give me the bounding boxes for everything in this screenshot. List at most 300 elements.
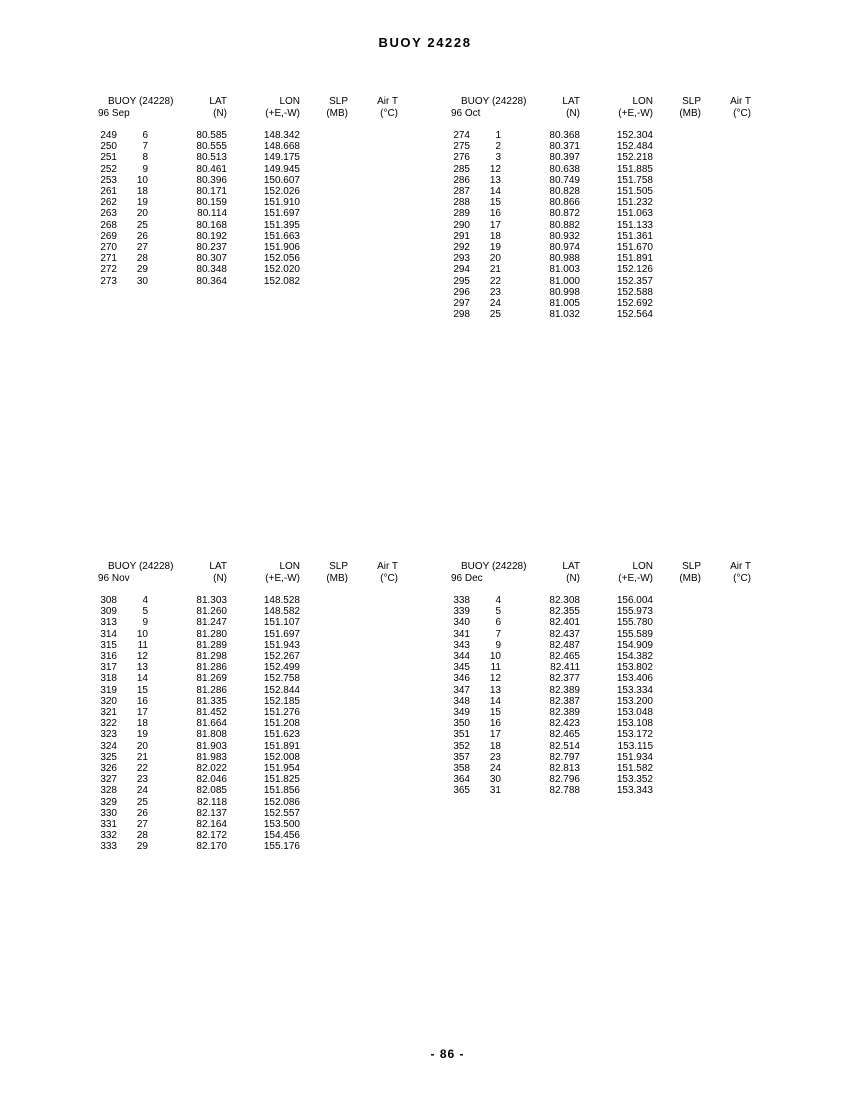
lat-cell: 80.638	[549, 163, 580, 175]
slp-cell	[655, 309, 703, 320]
col-unit-lon: (+E,-W)	[265, 108, 300, 119]
day-cell: 22	[489, 275, 501, 287]
table-body	[448, 595, 760, 797]
slp-cell	[302, 231, 350, 242]
day-cell: 18	[489, 740, 501, 752]
buoy-id-cell: 333	[100, 841, 117, 853]
air-t-cell	[350, 220, 400, 231]
col-header-lon: LON	[632, 96, 653, 107]
col-header-buoy: BUOY (24228)	[461, 561, 527, 572]
lon-cell: 151.954	[263, 763, 300, 775]
table-row	[448, 752, 760, 763]
table-header-row	[448, 96, 760, 108]
air-t-cell	[350, 141, 400, 152]
table-row	[95, 752, 407, 763]
col-unit-slp: (MB)	[326, 573, 348, 584]
buoy-table-96-dec	[448, 561, 760, 797]
buoy-id-cell: 271	[100, 253, 117, 265]
col-header-lon: LON	[632, 561, 653, 572]
day-cell: 18	[489, 230, 501, 242]
lon-cell: 151.063	[616, 208, 653, 220]
lat-cell: 80.307	[196, 253, 227, 265]
air-t-cell	[703, 197, 753, 208]
day-cell: 8	[142, 152, 148, 164]
table-row	[95, 797, 407, 808]
slp-cell	[302, 662, 350, 673]
table-row	[95, 819, 407, 830]
buoy-id-cell: 329	[100, 796, 117, 808]
table-row	[95, 242, 407, 253]
slp-cell	[655, 662, 703, 673]
lon-cell: 151.582	[616, 763, 653, 775]
lat-cell: 81.032	[549, 309, 580, 321]
slp-cell	[655, 231, 703, 242]
air-t-cell	[350, 763, 400, 774]
slp-cell	[302, 130, 350, 141]
col-unit-air-t: (°C)	[380, 108, 398, 119]
day-cell: 1	[495, 130, 501, 141]
lat-cell: 81.280	[196, 628, 227, 640]
col-header-buoy: BUOY (24228)	[108, 561, 174, 572]
buoy-id-cell: 358	[453, 763, 470, 775]
table-row	[448, 264, 760, 275]
lon-cell: 151.885	[616, 163, 653, 175]
buoy-id-cell: 325	[100, 751, 117, 763]
lon-cell: 152.026	[263, 186, 300, 198]
slp-cell	[302, 186, 350, 197]
lat-cell: 80.828	[549, 186, 580, 198]
lon-cell: 151.208	[263, 718, 300, 730]
day-cell: 18	[136, 186, 148, 198]
buoy-id-cell: 290	[453, 219, 470, 231]
table-row	[448, 298, 760, 309]
slp-cell	[302, 774, 350, 785]
air-t-cell	[350, 186, 400, 197]
table-subheader-row	[448, 573, 760, 585]
col-header-air-t: Air T	[377, 96, 398, 107]
table-row	[95, 197, 407, 208]
day-cell: 10	[136, 174, 148, 186]
table-row	[448, 741, 760, 752]
slp-cell	[655, 208, 703, 219]
slp-cell	[302, 797, 350, 808]
lat-cell: 82.085	[196, 785, 227, 797]
lat-cell: 82.387	[549, 695, 580, 707]
lon-cell: 154.909	[616, 639, 653, 651]
slp-cell	[302, 752, 350, 763]
slp-cell	[655, 197, 703, 208]
slp-cell	[655, 696, 703, 707]
table-row	[95, 640, 407, 651]
air-t-cell	[703, 617, 753, 628]
table-row	[448, 673, 760, 684]
air-t-cell	[703, 208, 753, 219]
lat-cell: 80.364	[196, 275, 227, 287]
buoy-id-cell: 330	[100, 807, 117, 819]
col-unit-air-t: (°C)	[733, 108, 751, 119]
air-t-cell	[350, 264, 400, 275]
day-cell: 17	[489, 219, 501, 231]
col-unit-air-t: (°C)	[733, 573, 751, 584]
day-cell: 9	[495, 639, 501, 651]
buoy-id-cell: 252	[100, 163, 117, 175]
buoy-id-cell: 293	[453, 253, 470, 265]
buoy-id-cell: 340	[453, 617, 470, 629]
table-body	[95, 130, 407, 287]
lon-cell: 148.582	[263, 606, 300, 618]
lon-cell: 151.758	[616, 174, 653, 186]
lon-cell: 151.107	[263, 617, 300, 629]
slp-cell	[302, 617, 350, 628]
lon-cell: 152.692	[616, 298, 653, 310]
lon-cell: 151.505	[616, 186, 653, 198]
lat-cell: 80.988	[549, 253, 580, 265]
col-header-slp: SLP	[329, 96, 348, 107]
air-t-cell	[350, 741, 400, 752]
buoy-id-cell: 261	[100, 186, 117, 198]
lat-cell: 82.401	[549, 617, 580, 629]
lat-cell: 82.022	[196, 763, 227, 775]
lat-cell: 82.137	[196, 807, 227, 819]
table-row	[95, 164, 407, 175]
table-row	[95, 208, 407, 219]
table-row	[448, 253, 760, 264]
table-row	[448, 718, 760, 729]
air-t-cell	[703, 673, 753, 684]
day-cell: 19	[136, 197, 148, 209]
slp-cell	[655, 640, 703, 651]
slp-cell	[302, 253, 350, 264]
lon-cell: 154.382	[616, 651, 653, 663]
air-t-cell	[703, 696, 753, 707]
buoy-id-cell: 276	[453, 152, 470, 164]
lat-cell: 81.808	[196, 729, 227, 741]
lat-cell: 80.159	[196, 197, 227, 209]
day-cell: 16	[489, 208, 501, 220]
slp-cell	[302, 175, 350, 186]
day-cell: 22	[136, 763, 148, 775]
table-row	[95, 774, 407, 785]
day-cell: 17	[136, 707, 148, 719]
buoy-id-cell: 348	[453, 695, 470, 707]
air-t-cell	[350, 164, 400, 175]
slp-cell	[302, 741, 350, 752]
slp-cell	[302, 242, 350, 253]
slp-cell	[302, 718, 350, 729]
buoy-id-cell: 272	[100, 264, 117, 276]
day-cell: 15	[489, 197, 501, 209]
day-cell: 25	[136, 796, 148, 808]
slp-cell	[655, 175, 703, 186]
buoy-id-cell: 296	[453, 286, 470, 298]
buoy-id-cell: 324	[100, 740, 117, 752]
lat-cell: 80.461	[196, 163, 227, 175]
table-row	[448, 606, 760, 617]
day-cell: 12	[489, 163, 501, 175]
lon-cell: 152.267	[263, 651, 300, 663]
slp-cell	[302, 264, 350, 275]
table-subheader-row	[448, 108, 760, 120]
air-t-cell	[350, 673, 400, 684]
lon-cell: 151.670	[616, 242, 653, 254]
table-row	[95, 141, 407, 152]
buoy-id-cell: 331	[100, 819, 117, 831]
lon-cell: 150.607	[263, 174, 300, 186]
day-cell: 10	[136, 628, 148, 640]
air-t-cell	[350, 231, 400, 242]
lon-cell: 151.906	[263, 242, 300, 254]
table-header-row	[95, 561, 407, 573]
lon-cell: 151.891	[263, 740, 300, 752]
table-body	[448, 130, 760, 320]
air-t-cell	[703, 606, 753, 617]
lon-cell: 152.484	[616, 141, 653, 153]
slp-cell	[302, 707, 350, 718]
lat-cell: 80.396	[196, 174, 227, 186]
buoy-id-cell: 286	[453, 174, 470, 186]
lat-cell: 82.813	[549, 763, 580, 775]
lat-cell: 82.437	[549, 628, 580, 640]
lon-cell: 151.623	[263, 729, 300, 741]
buoy-id-cell: 344	[453, 651, 470, 663]
table-header-row	[95, 96, 407, 108]
slp-cell	[655, 763, 703, 774]
lon-cell: 151.891	[616, 253, 653, 265]
lon-cell: 151.697	[263, 208, 300, 220]
table-row	[448, 309, 760, 320]
lat-cell: 82.487	[549, 639, 580, 651]
lon-cell: 153.115	[617, 740, 653, 752]
col-unit-slp: (MB)	[679, 573, 701, 584]
day-cell: 19	[489, 242, 501, 254]
slp-cell	[655, 651, 703, 662]
table-row	[448, 685, 760, 696]
air-t-cell	[350, 808, 400, 819]
lat-cell: 82.411	[550, 662, 580, 674]
buoy-id-cell: 285	[453, 163, 470, 175]
air-t-cell	[703, 662, 753, 673]
slp-cell	[655, 673, 703, 684]
table-row	[95, 231, 407, 242]
buoy-id-cell: 275	[453, 141, 470, 153]
day-cell: 9	[142, 163, 148, 175]
buoy-id-cell: 320	[100, 695, 117, 707]
table-row	[448, 130, 760, 141]
col-unit-lat: (N)	[566, 108, 580, 119]
air-t-cell	[350, 617, 400, 628]
col-header-slp: SLP	[682, 561, 701, 572]
day-cell: 23	[489, 751, 501, 763]
slp-cell	[655, 752, 703, 763]
air-t-cell	[350, 175, 400, 186]
table-row	[95, 629, 407, 640]
table-row	[95, 718, 407, 729]
day-cell: 4	[495, 595, 501, 606]
day-cell: 13	[489, 174, 501, 186]
lat-cell: 81.003	[549, 264, 580, 276]
day-cell: 28	[136, 253, 148, 265]
table-row	[95, 685, 407, 696]
table-row	[95, 808, 407, 819]
air-t-cell	[703, 774, 753, 785]
table-row	[95, 175, 407, 186]
air-t-cell	[350, 785, 400, 796]
lat-cell: 80.513	[196, 152, 227, 164]
slp-cell	[302, 640, 350, 651]
buoy-id-cell: 253	[100, 174, 117, 186]
lat-cell: 80.866	[549, 197, 580, 209]
air-t-cell	[350, 662, 400, 673]
slp-cell	[302, 673, 350, 684]
slp-cell	[302, 841, 350, 852]
lat-cell: 80.171	[196, 186, 227, 198]
table-row	[448, 774, 760, 785]
lon-cell: 152.557	[263, 807, 300, 819]
table-body	[95, 595, 407, 853]
lat-cell: 80.932	[549, 230, 580, 242]
col-unit-lat: (N)	[213, 108, 227, 119]
buoy-id-cell: 289	[453, 208, 470, 220]
col-unit-lat: (N)	[566, 573, 580, 584]
slp-cell	[302, 729, 350, 740]
col-header-lat: LAT	[209, 96, 227, 107]
buoy-id-cell: 351	[453, 729, 470, 741]
slp-cell	[655, 298, 703, 309]
day-cell: 7	[495, 628, 501, 640]
lon-cell: 153.200	[616, 695, 653, 707]
lat-cell: 82.465	[549, 729, 580, 741]
table-row	[95, 841, 407, 852]
slp-cell	[302, 819, 350, 830]
lat-cell: 82.377	[549, 673, 580, 685]
lat-cell: 82.118	[197, 796, 227, 808]
slp-cell	[655, 253, 703, 264]
day-cell: 16	[136, 695, 148, 707]
lon-cell: 151.697	[263, 628, 300, 640]
buoy-id-cell: 313	[100, 617, 117, 629]
slp-cell	[655, 741, 703, 752]
lon-cell: 151.663	[263, 230, 300, 242]
table-row	[448, 208, 760, 219]
table-row	[95, 729, 407, 740]
day-cell: 4	[142, 595, 148, 606]
buoy-table-96-sep	[95, 96, 407, 287]
slp-cell	[655, 130, 703, 141]
air-t-cell	[703, 685, 753, 696]
air-t-cell	[350, 253, 400, 264]
table-row	[95, 220, 407, 231]
day-cell: 13	[489, 684, 501, 696]
lon-cell: 152.082	[263, 275, 300, 287]
lat-cell: 82.164	[196, 819, 227, 831]
lon-cell: 155.780	[616, 617, 653, 629]
table-row	[95, 130, 407, 141]
table-row	[448, 629, 760, 640]
buoy-id-cell: 262	[100, 197, 117, 209]
lat-cell: 82.797	[549, 751, 580, 763]
table-row	[95, 707, 407, 718]
lon-cell: 152.185	[263, 695, 300, 707]
slp-cell	[302, 208, 350, 219]
day-cell: 12	[136, 651, 148, 663]
lat-cell: 80.237	[196, 242, 227, 254]
col-header-buoy: BUOY (24228)	[461, 96, 527, 107]
day-cell: 5	[142, 606, 148, 618]
lat-cell: 82.514	[549, 740, 580, 752]
lon-cell: 154.456	[263, 830, 300, 842]
lon-cell: 151.943	[263, 639, 300, 651]
lon-cell: 148.668	[263, 141, 300, 153]
month-label: 96 Nov	[98, 573, 130, 584]
air-t-cell	[703, 130, 753, 141]
lon-cell: 153.108	[616, 718, 653, 730]
air-t-cell	[703, 785, 753, 796]
lat-cell: 80.371	[549, 141, 580, 153]
day-cell: 3	[495, 152, 501, 164]
lon-cell: 152.304	[616, 130, 653, 141]
lat-cell: 82.389	[549, 684, 580, 696]
day-cell: 25	[489, 309, 501, 321]
table-row	[95, 651, 407, 662]
day-cell: 29	[136, 264, 148, 276]
lat-cell: 81.247	[196, 617, 227, 629]
table-row	[95, 186, 407, 197]
lat-cell: 80.368	[549, 130, 580, 141]
page-title: BUOY 24228	[378, 35, 472, 50]
buoy-id-cell: 346	[453, 673, 470, 685]
lat-cell: 82.465	[549, 651, 580, 663]
buoy-id-cell: 321	[100, 707, 117, 719]
buoy-id-cell: 309	[100, 606, 117, 618]
lat-cell: 81.260	[196, 606, 227, 618]
buoy-id-cell: 263	[100, 208, 117, 220]
lat-cell: 81.664	[196, 718, 227, 730]
lat-cell: 80.882	[549, 219, 580, 231]
air-t-cell	[703, 186, 753, 197]
lon-cell: 155.973	[616, 606, 653, 618]
lon-cell: 148.342	[263, 130, 300, 141]
table-row	[95, 152, 407, 163]
buoy-id-cell: 339	[453, 606, 470, 618]
lat-cell: 82.423	[549, 718, 580, 730]
day-cell: 27	[136, 242, 148, 254]
air-t-cell	[703, 287, 753, 298]
day-cell: 15	[489, 707, 501, 719]
col-header-lon: LON	[279, 96, 300, 107]
lat-cell: 82.170	[196, 841, 227, 853]
table-row	[448, 696, 760, 707]
buoy-id-cell: 288	[453, 197, 470, 209]
air-t-cell	[703, 629, 753, 640]
day-cell: 19	[136, 729, 148, 741]
col-header-buoy: BUOY (24228)	[108, 96, 174, 107]
buoy-id-cell: 287	[453, 186, 470, 198]
lon-cell: 152.758	[263, 673, 300, 685]
table-row	[95, 741, 407, 752]
day-cell: 31	[489, 785, 501, 797]
lon-cell: 153.406	[616, 673, 653, 685]
slp-cell	[302, 830, 350, 841]
day-cell: 26	[136, 230, 148, 242]
table-row	[95, 606, 407, 617]
buoy-id-cell: 274	[453, 130, 470, 141]
slp-cell	[302, 606, 350, 617]
table-row	[95, 264, 407, 275]
lat-cell: 80.749	[549, 174, 580, 186]
air-t-cell	[350, 595, 400, 606]
table-row	[448, 640, 760, 651]
lon-cell: 151.934	[616, 751, 653, 763]
